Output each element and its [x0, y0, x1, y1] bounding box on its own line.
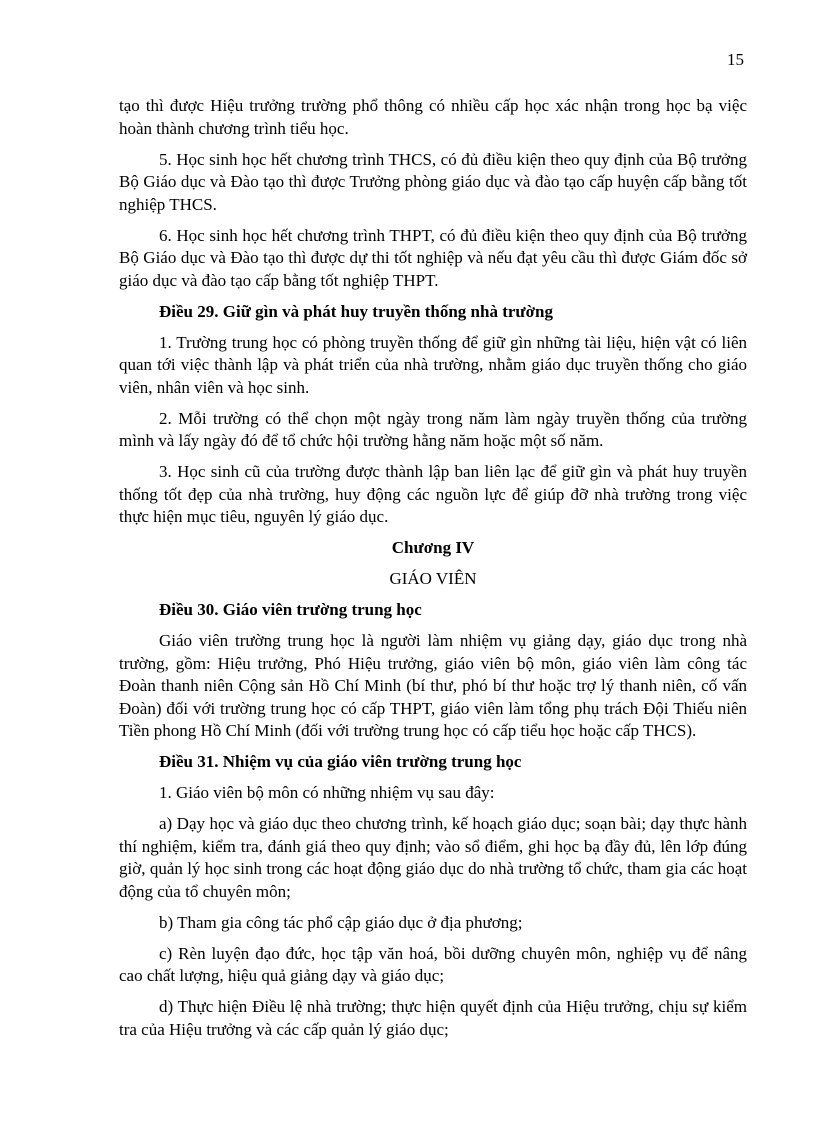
page-number: 15 — [727, 50, 744, 69]
article-29-item-2: 2. Mỗi trường có thể chọn một ngày trong năm làm ngày truyền thống của trường mình và lấy ngày đó để tổ chức hội trường hằng năm hoặc một số năm. — [119, 408, 747, 450]
chapter-subtitle: GIÁO VIÊN — [389, 569, 477, 588]
article-31-heading: Điều 31. Nhiệm vụ của giáo viên trường trung học — [159, 752, 522, 771]
article-31-item-c: c) Rèn luyện đạo đức, học tập văn hoá, bồi dưỡng chuyên môn, nghiệp vụ để nâng cao chất lượng, hiệu quả giảng dạy và giáo dục; — [119, 943, 747, 985]
paragraph-item-6: 6. Học sinh học hết chương trình THPT, có đủ điều kiện theo quy định của Bộ trưởng Bộ Giáo dục và Đào tạo thì được dự thi tốt nghiệp và nếu đạt yêu cầu thì được Giám đốc sở giáo dục và đào tạo cấp bằng tốt nghiệp THPT. — [119, 225, 747, 290]
document-body — [119, 95, 747, 1050]
article-31-item-1: 1. Giáo viên bộ môn có những nhiệm vụ sau đây: — [159, 783, 495, 802]
article-31-item-d: d) Thực hiện Điều lệ nhà trường; thực hiện quyết định của Hiệu trưởng, chịu sự kiểm tra của Hiệu trưởng và các cấp quản lý giáo dục; — [119, 997, 747, 1039]
article-31-item-b: b) Tham gia công tác phổ cập giáo dục ở địa phương; — [159, 912, 523, 932]
chapter-title: Chương IV — [391, 538, 475, 557]
article-29-item-1: 1. Trường trung học có phòng truyền thống để giữ gìn những tài liệu, hiện vật có liên quan tới việc thành lập và phát triển của nhà trường, nhằm giáo dục truyền thống cho giáo viên, nhân viên và học sinh. — [119, 332, 747, 397]
paragraph-continuation: tạo thì được Hiệu trưởng trường phổ thông có nhiều cấp học xác nhận trong học bạ việc hoàn thành chương trình tiểu học. — [119, 96, 747, 138]
paragraph-item-5: 5. Học sinh học hết chương trình THCS, có đủ điều kiện theo quy định của Bộ trưởng Bộ Giáo dục và Đào tạo thì được Trưởng phòng giáo dục và đào tạo cấp huyện cấp bằng tốt nghiệp THCS. — [119, 149, 747, 214]
article-31-item-a: a) Dạy học và giáo dục theo chương trình, kế hoạch giáo dục; soạn bài; dạy thực hành thí nghiệm, kiểm tra, đánh giá theo quy định; vào sổ điểm, ghi học bạ đầy đủ, lên lớp đúng giờ, quản lý học sinh trong các hoạt động giáo dục do nhà trường tổ chức, tham gia các hoạt động của tổ chuyên môn; — [119, 814, 747, 901]
article-29-heading: Điều 29. Giữ gìn và phát huy truyền thống nhà trường — [159, 301, 553, 321]
article-30-heading: Điều 30. Giáo viên trường trung học — [159, 600, 422, 619]
article-30-body: Giáo viên trường trung học là người làm nhiệm vụ giảng dạy, giáo dục trong nhà trường, gồm: Hiệu trưởng, Phó Hiệu trưởng, giáo viên bộ môn, giáo viên làm công tác Đoàn thanh niên Cộng sản Hồ Chí Minh (bí thư, phó bí thư hoặc trợ lý thanh niên, cố vấn Đoàn) đối với trường trung học có cấp THPT, giáo viên làm tổng phụ trách Đội Thiếu niên Tiền phong Hồ Chí Minh (đối với trường trung học có cấp tiểu học hoặc cấp THCS). — [119, 631, 747, 740]
article-29-item-3: 3. Học sinh cũ của trường được thành lập ban liên lạc để giữ gìn và phát huy truyền thống tốt đẹp của nhà trường, huy động các nguồn lực để giúp đỡ nhà trường trong việc thực hiện mục tiêu, nguyên lý giáo dục. — [119, 462, 747, 526]
